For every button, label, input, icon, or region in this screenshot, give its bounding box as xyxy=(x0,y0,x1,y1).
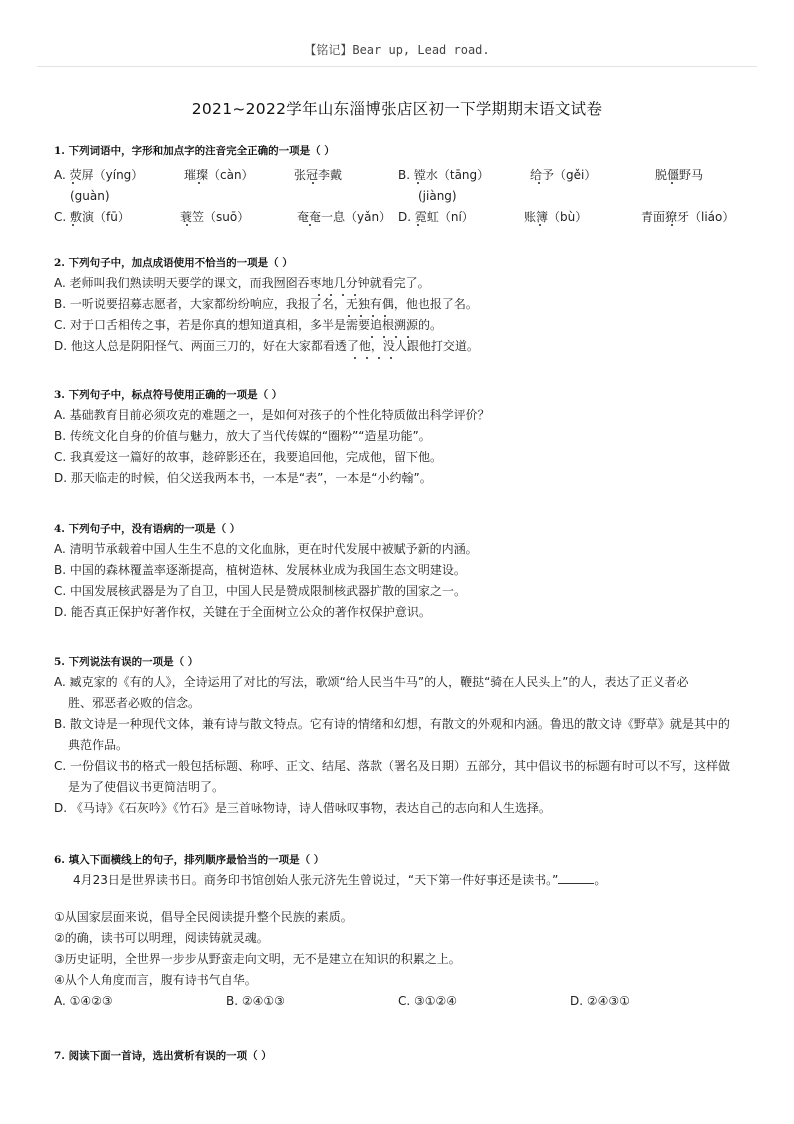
emphasis-dot xyxy=(348,315,350,317)
question-3 xyxy=(54,387,744,489)
question-5 xyxy=(54,654,744,819)
q1-option-b-word-2: 给予（gěi） xyxy=(530,168,597,182)
emphasis-dot xyxy=(538,182,540,184)
q5-option-a-continued: 胜、邪恶者必败的信念。 xyxy=(68,696,201,710)
question-5-stem: 5. 下列说法有误的一项是（ ） xyxy=(54,656,199,668)
emphasis-dot xyxy=(390,357,392,359)
q6-option-d: D. ②④③① xyxy=(570,994,630,1008)
page-title: 2021~2022学年山东淄博张店区初一下学期期末语文试卷 xyxy=(191,100,603,118)
question-2-stem: 2. 下列句子中，加点成语使用不恰当的一项是（ ） xyxy=(54,257,293,269)
emphasis-dot xyxy=(417,182,419,184)
q3-option-c: C. 我真爱这一篇好的故事，趁碎影还在，我要追回他，完成他，留下他。 xyxy=(54,450,443,464)
emphasis-dot xyxy=(354,294,356,296)
q1-option-c-word-1: C. 敷演（fū） xyxy=(54,210,130,224)
emphasis-dot xyxy=(186,224,188,226)
emphasis-dot xyxy=(318,294,320,296)
emphasis-dot xyxy=(417,224,419,226)
q6-passage-text: 4月23日是世界读书日。商务印书馆创始人张元济先生曾说过，“天下第一件好事还是读书。” xyxy=(73,873,559,887)
question-3-stem: 3. 下列句子中，标点符号使用正确的一项是（ ） xyxy=(54,389,283,401)
question-6 xyxy=(54,852,744,1012)
question-6-stem: 6. 填入下面横线上的句子，排列顺序最恰当的一项是（ ） xyxy=(54,854,325,866)
emphasis-dot xyxy=(354,357,356,359)
emphasis-dot xyxy=(539,224,541,226)
emphasis-dot xyxy=(342,294,344,296)
q1-option-b-word-3: 脱僵野马 xyxy=(655,168,704,182)
q2-option-a: A. 老师叫我们熟读明天要学的课文，而我囫囵吞枣地几分钟就看完了。 xyxy=(54,276,430,290)
q6-option-c: C. ③①②④ xyxy=(398,994,458,1008)
q1-option-a-word-2: 璀璨（càn） xyxy=(184,168,254,182)
question-1-stem: 1. 下列词语中，字形和加点字的注音完全正确的一项是（ ） xyxy=(54,145,335,157)
q4-option-c: C. 中国发展核武器是为了自卫，中国人民是赞成限制核武器扩散的国家之一。 xyxy=(54,584,467,598)
question-4-stem: 4. 下列句子中，没有语病的一项是（ ） xyxy=(54,523,241,535)
q1-option-b-pinyin: (jiàng) xyxy=(418,189,457,203)
emphasis-dot xyxy=(72,224,74,226)
q4-option-d: D. 能否真正保护好著作权，关键在于全面树立公众的著作权保护意识。 xyxy=(54,605,431,619)
emphasis-dot xyxy=(383,336,385,338)
q1-option-a-word-1: A. 荧屏（yíng） xyxy=(54,168,144,182)
q1-option-d-word-3: 青面獠牙（liáo） xyxy=(641,210,735,224)
q1-option-a-word-3: 张冠李戴 xyxy=(294,168,343,182)
emphasis-dot xyxy=(366,357,368,359)
emphasis-dot xyxy=(407,336,409,338)
emphasis-dot xyxy=(395,336,397,338)
q1-option-a-pinyin: (guàn) xyxy=(70,189,110,203)
question-1 xyxy=(54,143,744,228)
q6-sentence-1: ①从国家层面来说，倡导全民阅读提升整个民族的素质。 xyxy=(54,910,353,924)
q6-passage-end: 。 xyxy=(594,873,607,887)
q6-option-a: A. ①④②③ xyxy=(54,994,113,1008)
header-note: 【铭记】Bear up, Lead road. xyxy=(304,43,490,57)
q5-option-c: C. 一份倡议书的格式一般包括标题、称呼、正文、结尾、落款（署名及日期）五部分，其中倡议书的标题有时可以不写，这样做 xyxy=(54,759,731,773)
q6-sentence-2: ②的确，读书可以明理，阅读铸就灵魂。 xyxy=(54,931,269,945)
q6-option-b: B. ②④①③ xyxy=(226,994,285,1008)
q4-option-b: B. 中国的森林覆盖率逐渐提高，植树造林、发展林业成为我国生态文明建设。 xyxy=(54,563,466,577)
q2-option-c: C. 对于口舌相传之事，若是你真的想知道真相，多半是需要追根溯源的。 xyxy=(54,318,443,332)
question-1-row-1 xyxy=(54,165,744,186)
q5-option-b-continued: 典范作品。 xyxy=(68,738,129,752)
q5-option-a: A. 臧克家的《有的人》，全诗运用了对比的写法，歌颂“给人民当牛马”的人，鞭挞“骑在人民头上”的人，表达了正义者必 xyxy=(54,675,689,689)
q6-answer-blank xyxy=(558,870,594,884)
question-4 xyxy=(54,521,744,623)
q6-options xyxy=(54,991,744,1012)
q1-option-b-word-1: B. 镗水（tāng） xyxy=(398,168,490,182)
emphasis-dot xyxy=(384,315,386,317)
q5-option-c-continued: 是为了使倡议书更简洁明了。 xyxy=(68,780,225,794)
question-7 xyxy=(54,1048,744,1064)
q2-option-b: B. 一听说要招募志愿者，大家都纷纷响应，我报了名，无独有偶，他也报了名。 xyxy=(54,297,478,311)
q3-option-a: A. 基础教育目前必须攻克的难题之一，是如何对孩子的个性化特质做出科学评价？ xyxy=(54,408,490,422)
q2-option-d: D. 他这人总是阴阳怪气、两面三刀的，好在大家都看透了他，没人跟他打交道。 xyxy=(54,339,479,353)
question-1-row-2 xyxy=(54,207,744,228)
emphasis-dot xyxy=(309,224,311,226)
question-2 xyxy=(54,255,744,357)
q5-option-b: B. 散文诗是一种现代文体，兼有诗与散文特点。它有诗的情绪和幻想，有散文的外观和内涵。鲁迅的散文诗《野草》就是其中的 xyxy=(54,717,730,731)
q6-passage xyxy=(54,870,744,891)
q6-sentence-4: ④从个人角度而言，腹有诗书气自华。 xyxy=(54,973,257,987)
emphasis-dot xyxy=(312,182,314,184)
q1-option-d-word-2: 账簿（bù） xyxy=(524,210,588,224)
q3-option-d: D. 那天临走的时候，伯父送我两本书，一本是“表”，一本是“小约翰”。 xyxy=(54,471,432,485)
question-1-row-1-continued xyxy=(54,186,744,207)
q5-option-d: D. 《马诗》《石灰吟》《竹石》是三首咏物诗，诗人借咏叹事物，表达自己的志向和人生选择。 xyxy=(54,801,551,815)
question-7-stem: 7. 阅读下面一首诗，选出赏析有误的一项（ ） xyxy=(54,1050,272,1062)
q3-option-b: B. 传统文化自身的价值与魅力，放大了当代传媒的“圈粉”“造星功能”。 xyxy=(54,429,431,443)
header-divider xyxy=(37,66,757,67)
emphasis-dot xyxy=(378,357,380,359)
emphasis-dot xyxy=(372,315,374,317)
q1-option-c-word-2: 蓑笠（suō） xyxy=(180,210,250,224)
emphasis-dot xyxy=(198,182,200,184)
emphasis-dot xyxy=(360,315,362,317)
q1-option-d-word-1: D. 霓虹（ní） xyxy=(398,210,474,224)
emphasis-dot xyxy=(330,294,332,296)
q1-option-c-word-3: 奄奄一息（yǎn） xyxy=(297,210,392,224)
q6-sentence-3: ③历史证明，全世界一步步从野蛮走向文明，无不是建立在知识的积累之上。 xyxy=(54,952,461,966)
emphasis-dot xyxy=(671,224,673,226)
emphasis-dot xyxy=(671,182,673,184)
emphasis-dot xyxy=(371,336,373,338)
q4-option-a: A. 清明节承载着中国人生生不息的文化血脉，更在时代发展中被赋予新的内涵。 xyxy=(54,542,478,556)
emphasis-dot xyxy=(72,182,74,184)
